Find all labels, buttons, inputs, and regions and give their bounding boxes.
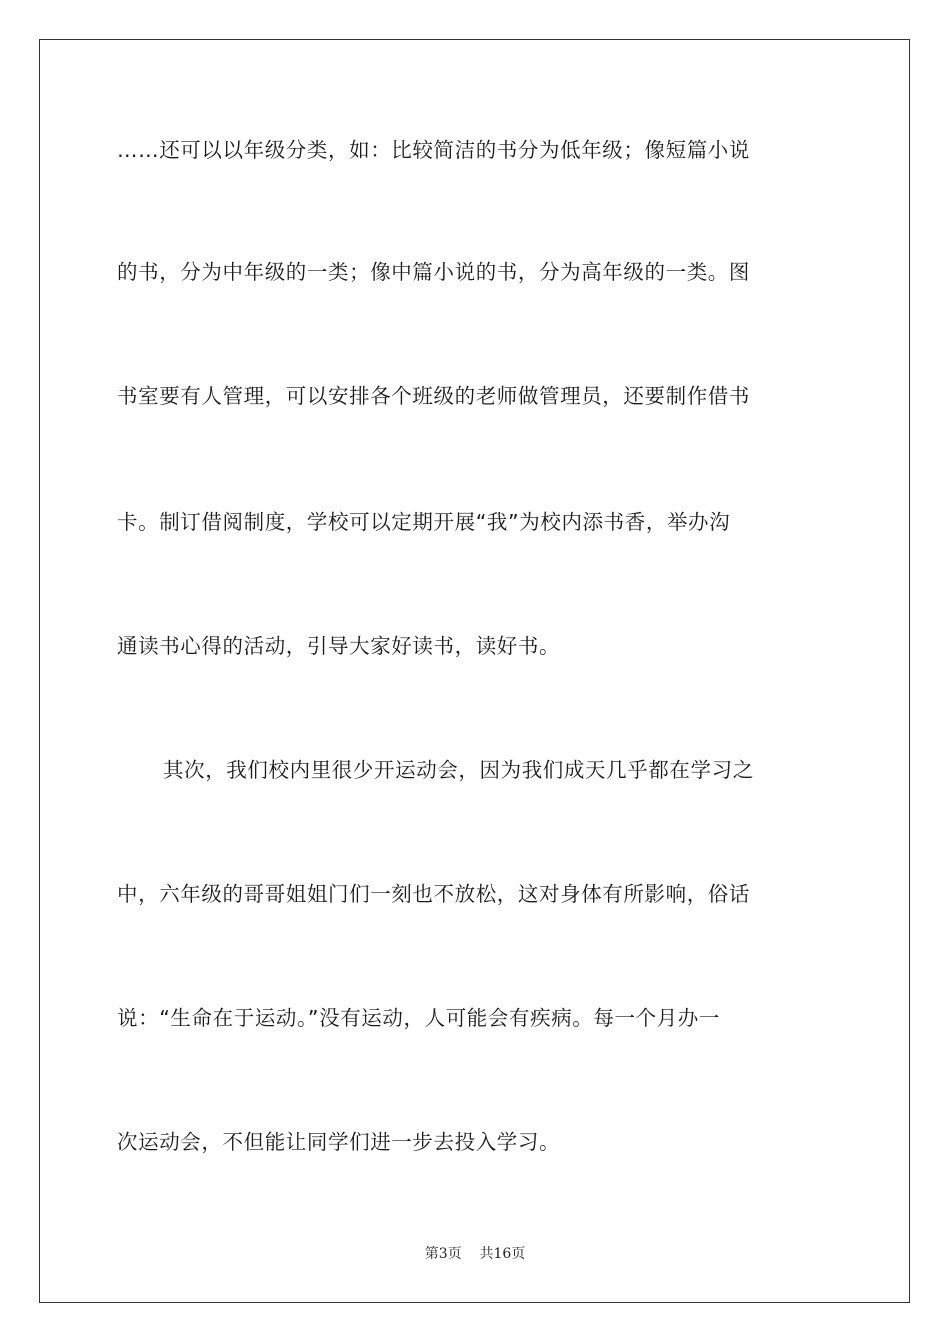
footer-spacer xyxy=(462,1246,480,1262)
text-line-7: 中，六年级的哥哥姐姐门们一刻也不放松，这对身体有所影响，俗话 xyxy=(117,882,750,906)
text-line-9: 次运动会，不但能让同学们进一步去投入学习。 xyxy=(117,1130,561,1154)
text-line-4: 卡。制订借阅制度，学校可以定期开展“我”为校内添书香，举办沟 xyxy=(117,510,731,534)
text-line-5: 通读书心得的活动，引导大家好读书，读好书。 xyxy=(117,634,561,658)
page-border xyxy=(39,39,910,1303)
text-line-3: 书室要有人管理，可以安排各个班级的老师做管理员，还要制作借书 xyxy=(117,384,750,408)
page-footer xyxy=(0,1244,950,1264)
text-line-1: ……还可以以年级分类，如：比较简洁的书分为低年级；像短篇小说 xyxy=(117,138,750,162)
page-number: 第3页 xyxy=(424,1246,462,1262)
page-total: 共16页 xyxy=(479,1246,526,1262)
text-line-6-paragraph-start: 其次，我们校内里很少开运动会，因为我们成天几乎都在学习之 xyxy=(163,758,754,782)
text-line-2: 的书，分为中年级的一类；像中篇小说的书，分为高年级的一类。图 xyxy=(117,260,750,284)
text-line-8: 说：“生命在于运动。”没有运动，人可能会有疾病。每一个月办一 xyxy=(117,1006,720,1030)
